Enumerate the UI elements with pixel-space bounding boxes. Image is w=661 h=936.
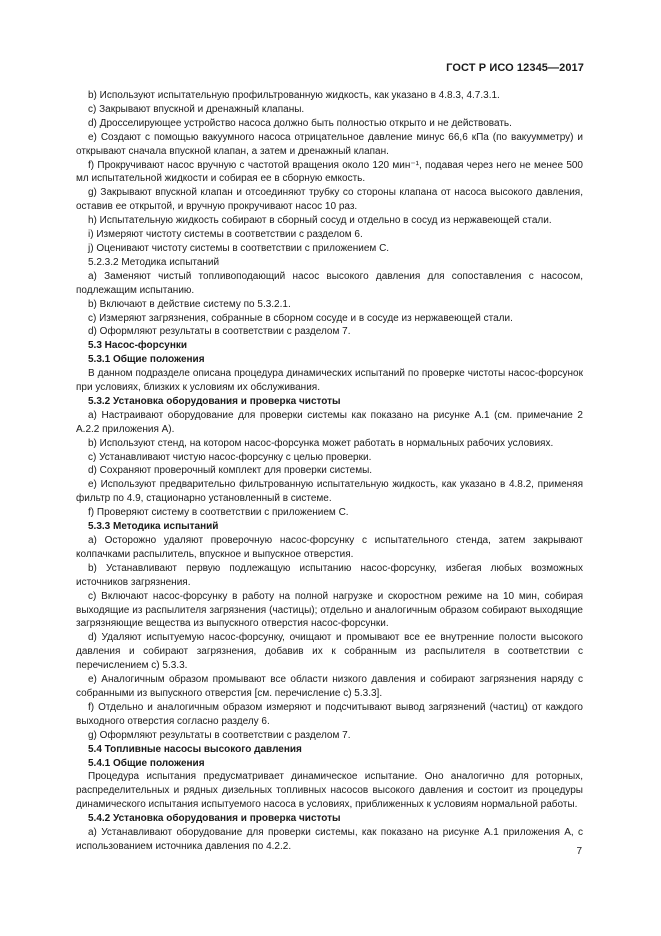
body-paragraph: b) Используют испытательную профильтрованную жидкость, как указано в 4.8.3, 4.7.3.1.	[88, 90, 500, 101]
body-paragraph: d) Сохраняют проверочный комплект для проверки системы.	[88, 465, 373, 477]
section-heading: 5.3.3 Методика испытаний	[88, 521, 219, 533]
body-paragraph: Процедура испытания предусматривает динамическое испытание. Оно аналогично для роторных, распределительных и рядных дизельных топливных насосов высокого давления и состоит из процедуры динамического испытания испытуемого насоса в условиях, приближенных к условиям нормальной работы.	[76, 771, 583, 811]
section-heading: 5.3 Насос-форсунки	[88, 340, 188, 352]
body-paragraph: a) Осторожно удаляют проверочную насос-форсунку с испытательного стенда, затем закрывают колпачками распылитель, впускное и выпускное отверстия.	[76, 535, 583, 560]
section-heading: 5.3.1 Общие положения	[88, 354, 205, 366]
section-heading: 5.4.1 Общие положения	[88, 757, 205, 769]
body-paragraph: d) Оформляют результаты в соответствии с разделом 7.	[88, 326, 351, 338]
body-paragraph: c) Закрывают впускной и дренажный клапаны.	[88, 103, 305, 115]
body-paragraph: e) Аналогичным образом промывают все области низкого давления и собирают загрязнения наряду с собранными из выпускного отверстия [см. перечисление c) 5.3.3].	[76, 674, 583, 699]
body-paragraph: h) Испытательную жидкость собирают в сборный сосуд и отдельно в сосуд из нержавеющей стали.	[88, 215, 552, 227]
body-paragraph: b) Используют стенд, на котором насос-форсунка может работать в нормальных рабочих условиях.	[88, 437, 554, 449]
section-heading: 5.3.2 Установка оборудования и проверка чистоты	[88, 395, 341, 407]
body-paragraph: g) Оформляют результаты в соответствии с разделом 7.	[88, 729, 351, 741]
body-paragraph: e) Используют предварительно фильтрованную испытательную жидкость, как указано в 4.8.2, применяя фильтр по 4.9, стационарно установленный в системе.	[76, 479, 583, 505]
body-paragraph: g) Закрывают впускной клапан и отсоединяют трубку со стороны клапана от насоса высокого давления, оставив ее открытой, и вручную прокручивают насос 10 раз.	[76, 187, 583, 213]
body-paragraph: 5.2.3.2 Методика испытаний	[88, 256, 220, 268]
body-paragraph: c) Измеряют загрязнения, собранные в сборном сосуде и в сосуде из нержавеющей стали.	[88, 312, 513, 324]
body-paragraph: a) Настраивают оборудование для проверки системы как показано на рисунке A.1 (см. примечание 2 A.2.2 приложения A).	[76, 409, 583, 435]
body-paragraph: a) Устанавливают оборудование для проверки системы, как показано на рисунке A.1 приложения A, с использованием источника давления по 4.2.2.	[76, 827, 583, 852]
document-header: ГОСТ Р ИСО 12345—2017	[446, 62, 584, 74]
body-paragraph: d) Удаляют испытуемую насос-форсунку, очищают и промывают все ее внутренние полости высокого давления и собирают загрязнения, добавив их к собранным из распылителя в соответствии с перечислением c) 5.3.3.	[76, 632, 583, 672]
body-paragraph: f) Отдельно и аналогичным образом измеряют и подсчитывают вывод загрязнений (частиц) от каждого выходного отверстия согласно разделу 6.	[76, 701, 583, 727]
section-heading: 5.4 Топливные насосы высокого давления	[88, 743, 302, 755]
body-paragraph: d) Дросселирующее устройство насоса должно быть полностью открыто и не действовать.	[88, 117, 512, 129]
body-paragraph: j) Оценивают чистоту системы в соответствии с приложением C.	[88, 242, 390, 254]
body-paragraph: В данном подразделе описана процедура динамических испытаний по проверке чистоты насос-форсунок при условиях, близких к условиям их обслуживания.	[76, 368, 583, 394]
body-paragraph: f) Проверяют систему в соответствии с приложением C.	[88, 507, 349, 519]
body-paragraph: c) Включают насос-форсунку в работу на полной нагрузке и скоростном режиме на 10 мин, собирая выходящие из распылителя загрязнения (частицы); отдельно и аналогичным образом собирают выходящие загрязняющие вещества из выпускного отверстия насос-форсунки.	[76, 590, 583, 630]
body-paragraph: c) Устанавливают чистую насос-форсунку с целью проверки.	[88, 451, 372, 463]
body-paragraph: f) Прокручивают насос вручную с частотой вращения около 120 мин⁻¹, подавая через него не менее 500 мл испытательной жидкости и собирая ее в сборную емкость.	[76, 159, 583, 185]
body-paragraph: a) Заменяют чистый топливоподающий насос высокого давления для сопоставления с насосом, подлежащим испытанию.	[76, 270, 583, 296]
body-paragraph: i) Измеряют чистоту системы в соответствии с разделом 6.	[88, 229, 363, 241]
body-paragraph: b) Устанавливают первую подлежащую испытанию насос-форсунку, избегая любых возможных источников загрязнения.	[76, 562, 583, 588]
document-body	[76, 89, 583, 854]
body-paragraph: e) Создают с помощью вакуумного насоса отрицательное давление минус 66,6 кПа (по вакуумметру) и открывают сначала впускной клапан, а затем и дренажный клапан.	[76, 131, 583, 157]
body-paragraph: b) Включают в действие систему по 5.3.2.1.	[88, 298, 291, 310]
page-number: 7	[576, 846, 582, 857]
section-heading: 5.4.2 Установка оборудования и проверка чистоты	[88, 813, 341, 825]
